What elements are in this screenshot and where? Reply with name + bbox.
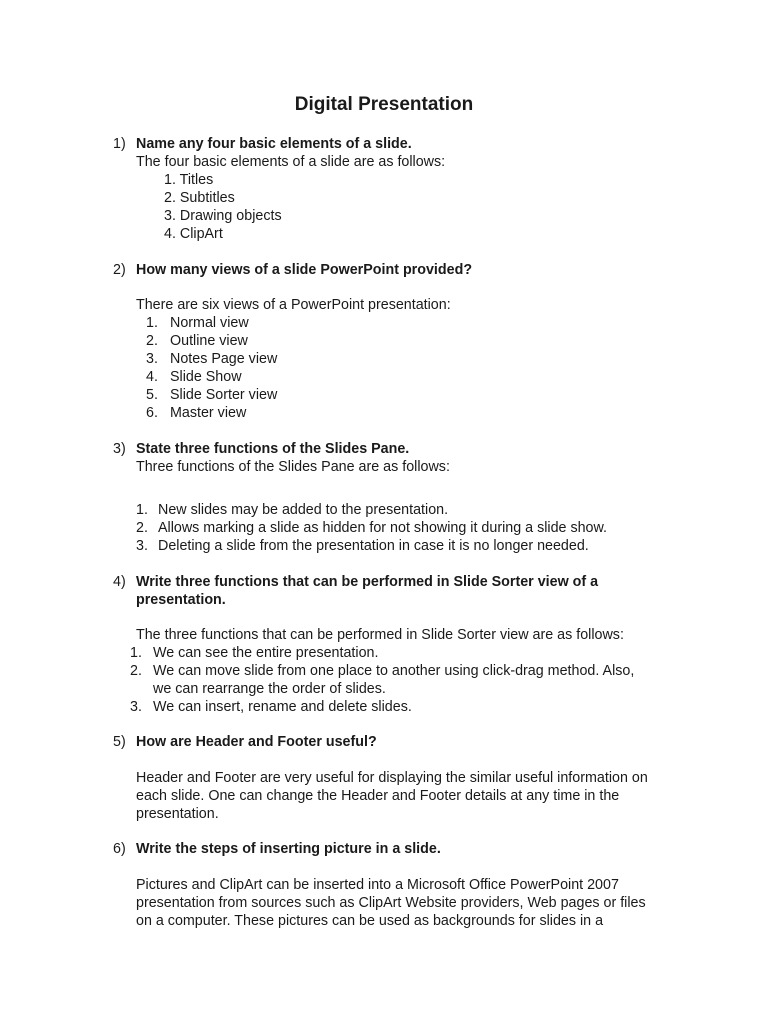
question-1-text: Name any four basic elements of a slide. <box>136 136 412 152</box>
list-item-continued: we can rearrange the order of slides. <box>153 681 386 697</box>
question-3-number: 3) <box>113 441 126 457</box>
list-item: 2. Subtitles <box>164 190 235 206</box>
list-item-number: 4. <box>146 369 158 385</box>
list-item-number: 3. <box>136 538 148 554</box>
list-item-number: 3. <box>130 699 142 715</box>
question-3-intro: Three functions of the Slides Pane are as follows: <box>136 459 450 475</box>
question-1-number: 1) <box>113 136 126 152</box>
question-4-text: Write three functions that can be performed in Slide Sorter view of a <box>136 574 599 590</box>
list-item: Master view <box>170 405 247 421</box>
list-item: We can see the entire presentation. <box>153 645 379 661</box>
list-item: Normal view <box>170 315 249 331</box>
list-item-number: 6. <box>146 405 158 421</box>
list-item: 3. Drawing objects <box>164 208 282 224</box>
answer-line: Pictures and ClipArt can be inserted into a Microsoft Office PowerPoint 2007 <box>136 877 619 893</box>
list-item: Deleting a slide from the presentation in case it is no longer needed. <box>158 538 589 554</box>
answer-line: on a computer. These pictures can be used as backgrounds for slides in a <box>136 913 604 929</box>
question-2-text: How many views of a slide PowerPoint provided? <box>136 262 473 278</box>
list-item: New slides may be added to the presentation. <box>158 502 449 518</box>
question-5-number: 5) <box>113 734 126 750</box>
list-item: 4. ClipArt <box>164 226 223 242</box>
question-6-text: Write the steps of inserting picture in a slide. <box>136 841 441 857</box>
list-item: Outline view <box>170 333 248 349</box>
list-item-number: 5. <box>146 387 158 403</box>
list-item: We can insert, rename and delete slides. <box>153 699 412 715</box>
question-1-intro: The four basic elements of a slide are as follows: <box>136 154 446 170</box>
question-4-number: 4) <box>113 574 126 590</box>
list-item-number: 2. <box>136 520 148 536</box>
list-item: Allows marking a slide as hidden for not showing it during a slide show. <box>158 520 608 536</box>
question-6-number: 6) <box>113 841 126 857</box>
answer-line: presentation. <box>136 806 219 822</box>
list-item: We can move slide from one place to another using click-drag method. Also, <box>153 663 635 679</box>
list-item-number: 2. <box>130 663 142 679</box>
list-item-number: 1. <box>146 315 158 331</box>
question-4-intro: The three functions that can be performed in Slide Sorter view are as follows: <box>136 627 624 643</box>
question-4-text-continued: presentation. <box>136 592 226 608</box>
answer-line: each slide. One can change the Header and Footer details at any time in the <box>136 788 620 804</box>
question-5-text: How are Header and Footer useful? <box>136 734 377 750</box>
answer-line: presentation from sources such as ClipArt Website providers, Web pages or files <box>136 895 646 911</box>
page-title: Digital Presentation <box>294 94 474 115</box>
question-2-number: 2) <box>113 262 126 278</box>
list-item-number: 1. <box>130 645 142 661</box>
list-item: Notes Page view <box>170 351 278 367</box>
list-item: Slide Sorter view <box>170 387 278 403</box>
list-item-number: 1. <box>136 502 148 518</box>
list-item: 1. Titles <box>164 172 214 188</box>
list-item: Slide Show <box>170 369 242 385</box>
answer-line: Header and Footer are very useful for displaying the similar useful information on <box>136 770 648 786</box>
question-3-text: State three functions of the Slides Pane. <box>136 441 410 457</box>
list-item-number: 2. <box>146 333 158 349</box>
list-item-number: 3. <box>146 351 158 367</box>
question-2-intro: There are six views of a PowerPoint presentation: <box>136 297 451 313</box>
